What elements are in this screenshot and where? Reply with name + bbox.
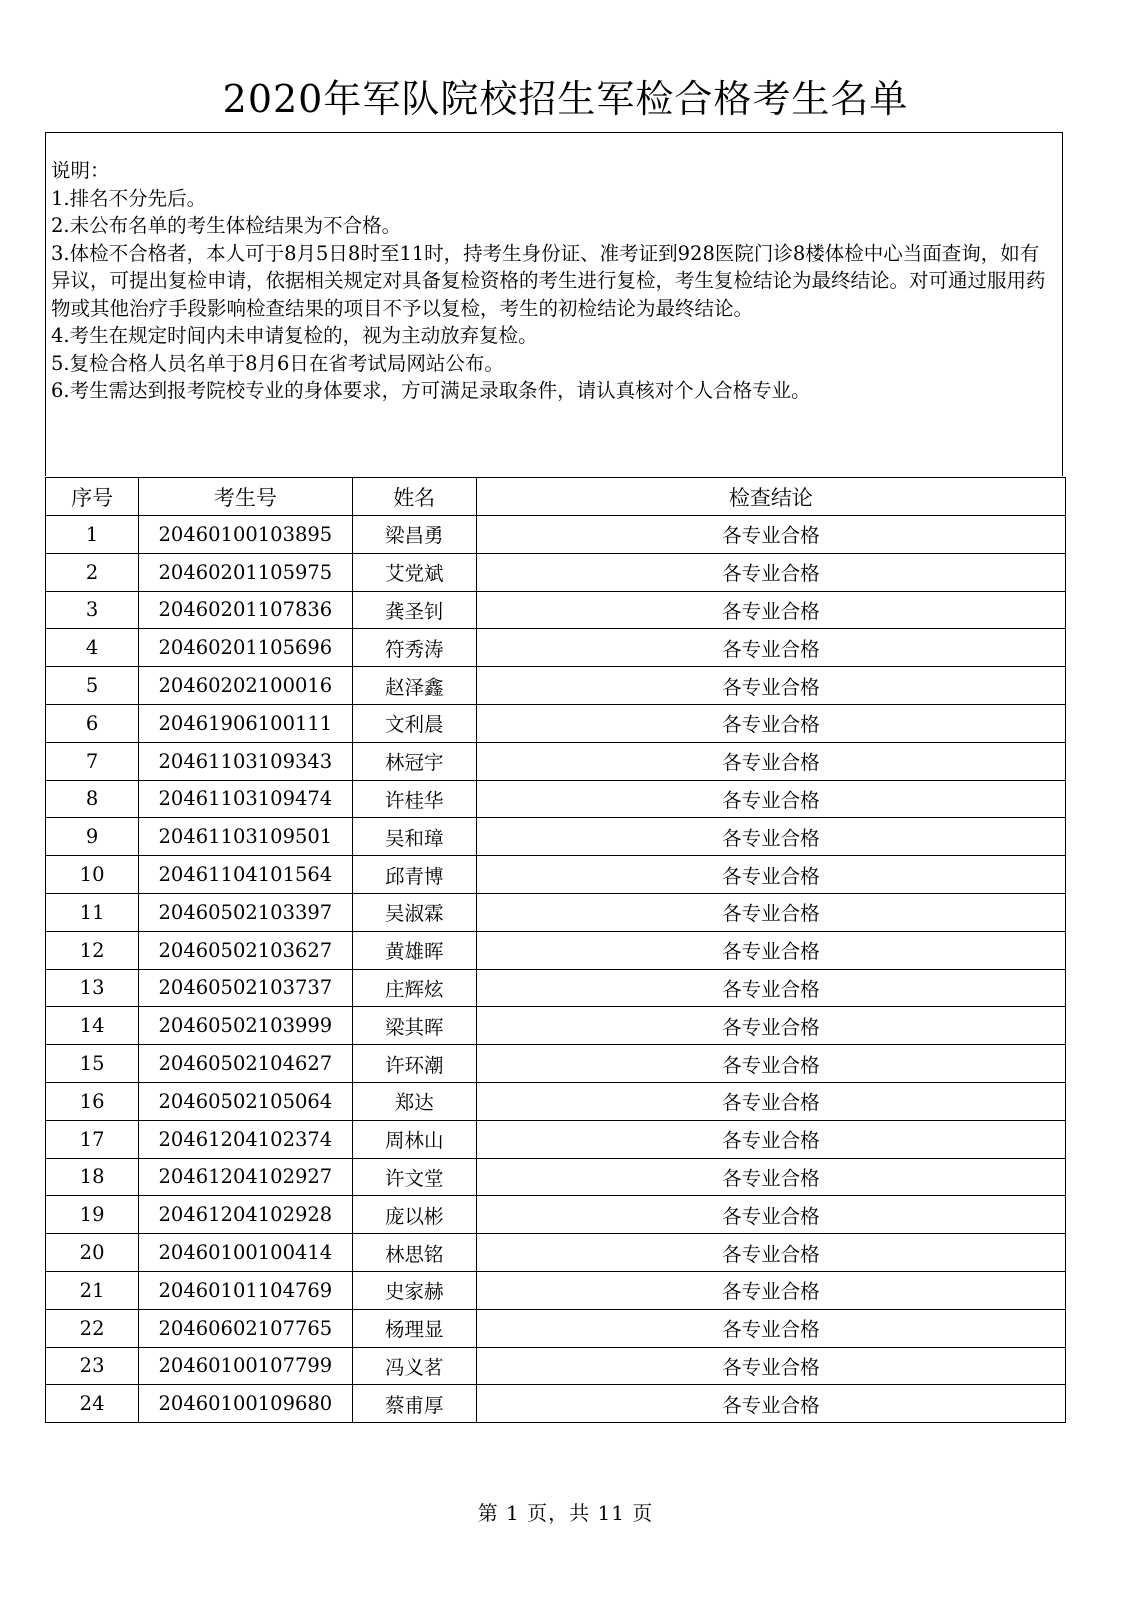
check-conclusion: 各专业合格 [476,1196,1065,1234]
exam-number: 20461906100111 [139,704,352,742]
exam-number: 20461104101564 [139,856,352,894]
exam-number: 20461103109474 [139,780,352,818]
exam-number: 20460100107799 [139,1347,352,1385]
row-index: 9 [46,818,139,856]
candidate-name: 周林山 [352,1120,476,1158]
row-index: 19 [46,1196,139,1234]
table-row [46,1347,1066,1385]
candidate-name: 符秀涛 [352,629,476,667]
row-index: 7 [46,742,139,780]
check-conclusion: 各专业合格 [476,1385,1065,1423]
candidate-name: 庞以彬 [352,1196,476,1234]
row-index: 2 [46,553,139,591]
table-row [46,969,1066,1007]
exam-number: 20460201105696 [139,629,352,667]
row-index: 21 [46,1271,139,1309]
note-item: 6.考生需达到报考院校专业的身体要求，方可满足录取条件，请认真核对个人合格专业。 [51,379,811,402]
header-name: 姓名 [352,478,476,516]
table-row [46,1385,1066,1423]
candidate-name: 林冠宇 [352,742,476,780]
row-index: 14 [46,1007,139,1045]
candidate-name: 文利晨 [352,704,476,742]
table-row [46,1120,1066,1158]
table-header-row [46,478,1066,516]
candidate-name: 吴和璋 [352,818,476,856]
header-index: 序号 [46,478,139,516]
candidate-name: 庄辉炫 [352,969,476,1007]
exam-number: 20460502103627 [139,931,352,969]
candidate-name: 冯义茗 [352,1347,476,1385]
candidate-name: 许桂华 [352,780,476,818]
table-row [46,856,1066,894]
candidate-name: 吴淑霖 [352,893,476,931]
check-conclusion: 各专业合格 [476,931,1065,969]
check-conclusion: 各专业合格 [476,1082,1065,1120]
exam-number: 20461103109343 [139,742,352,780]
table-row [46,1158,1066,1196]
check-conclusion: 各专业合格 [476,893,1065,931]
row-index: 15 [46,1045,139,1083]
note-item: 1.排名不分先后。 [51,186,207,210]
table-row [46,629,1066,667]
table-row [46,893,1066,931]
table-row [46,931,1066,969]
candidate-name: 杨理显 [352,1309,476,1347]
check-conclusion: 各专业合格 [476,667,1065,705]
page-title: 2020年军队院校招生军检合格考生名单 [222,77,909,121]
row-index: 1 [46,516,139,554]
check-conclusion: 各专业合格 [476,742,1065,780]
exam-number: 20460502105064 [139,1082,352,1120]
row-index: 10 [46,856,139,894]
table-row [46,553,1066,591]
header-exam-number: 考生号 [139,478,352,516]
exam-number: 20460201107836 [139,591,352,629]
exam-number: 20460201105975 [139,553,352,591]
row-index: 16 [46,1082,139,1120]
table-row [46,591,1066,629]
row-index: 18 [46,1158,139,1196]
candidate-name: 龚圣钊 [352,591,476,629]
row-index: 8 [46,780,139,818]
check-conclusion: 各专业合格 [476,553,1065,591]
table-row [46,818,1066,856]
check-conclusion: 各专业合格 [476,818,1065,856]
candidate-name: 赵泽鑫 [352,667,476,705]
exam-number: 20460502104627 [139,1045,352,1083]
row-index: 3 [46,591,139,629]
check-conclusion: 各专业合格 [476,1158,1065,1196]
table-row [46,704,1066,742]
candidate-name: 郑达 [352,1082,476,1120]
candidate-name: 邱青博 [352,856,476,894]
candidate-name: 史家赫 [352,1271,476,1309]
row-index: 20 [46,1234,139,1272]
check-conclusion: 各专业合格 [476,780,1065,818]
exam-number: 20460502103737 [139,969,352,1007]
table-row [46,1082,1066,1120]
exam-number: 20460101104769 [139,1271,352,1309]
exam-number: 20460602107765 [139,1309,352,1347]
candidate-name: 艾党斌 [352,553,476,591]
table-row [46,516,1066,554]
exam-number: 20460202100016 [139,667,352,705]
row-index: 23 [46,1347,139,1385]
exam-number: 20460100109680 [139,1385,352,1423]
check-conclusion: 各专业合格 [476,1234,1065,1272]
result-table [45,477,1066,1423]
exam-number: 20460100103895 [139,516,352,554]
candidate-name: 蔡甫厚 [352,1385,476,1423]
table-row [46,1309,1066,1347]
row-index: 11 [46,893,139,931]
note-item: 5.复检合格人员名单于8月6日在省考试局网站公布。 [51,351,504,375]
note-item: 2.未公布名单的考生体检结果为不合格。 [51,214,402,237]
candidate-name: 梁其晖 [352,1007,476,1045]
table-row [46,1234,1066,1272]
candidate-name: 许环潮 [352,1045,476,1083]
row-index: 6 [46,704,139,742]
row-index: 12 [46,931,139,969]
row-index: 5 [46,667,139,705]
exam-number: 20460502103397 [139,893,352,931]
check-conclusion: 各专业合格 [476,1271,1065,1309]
check-conclusion: 各专业合格 [476,856,1065,894]
exam-number: 20460100100414 [139,1234,352,1272]
row-index: 22 [46,1309,139,1347]
table-row [46,780,1066,818]
check-conclusion: 各专业合格 [476,1120,1065,1158]
notes-box [45,132,1063,476]
check-conclusion: 各专业合格 [476,629,1065,667]
row-index: 4 [46,629,139,667]
notes-heading: 说明： [51,159,110,182]
check-conclusion: 各专业合格 [476,969,1065,1007]
exam-number: 20460502103999 [139,1007,352,1045]
candidate-name: 梁昌勇 [352,516,476,554]
table-row [46,1196,1066,1234]
candidate-name: 林思铭 [352,1234,476,1272]
exam-number: 20461103109501 [139,818,352,856]
check-conclusion: 各专业合格 [476,1007,1065,1045]
check-conclusion: 各专业合格 [476,516,1065,554]
exam-number: 20461204102927 [139,1158,352,1196]
table-row [46,667,1066,705]
check-conclusion: 各专业合格 [476,1347,1065,1385]
table-row [46,1271,1066,1309]
table-row [46,1045,1066,1083]
check-conclusion: 各专业合格 [476,704,1065,742]
table-row [46,742,1066,780]
row-index: 17 [46,1120,139,1158]
check-conclusion: 各专业合格 [476,591,1065,629]
candidate-name: 许文堂 [352,1158,476,1196]
note-item: 4.考生在规定时间内未申请复检的，视为主动放弃复检。 [51,324,538,347]
row-index: 24 [46,1385,139,1423]
note-item: 3.体检不合格者，本人可于8月5日8时至11时，持考生身份证、准考证到928医院门诊8楼体检中心当面查询，如有异议，可提出复检申请，依据相关规定对具备复检资格的考生进行复检，考生复检结论为最终结论。对可通过服用药物或其他治疗手段影响检查结果的项目不予以复检，考生的初检结论为最终结论。 [51,241,1046,320]
exam-number: 20461204102374 [139,1120,352,1158]
candidate-name: 黄雄晖 [352,931,476,969]
row-index: 13 [46,969,139,1007]
check-conclusion: 各专业合格 [476,1309,1065,1347]
page-footer: 第 1 页，共 11 页 [477,1501,654,1525]
exam-number: 20461204102928 [139,1196,352,1234]
header-conclusion: 检查结论 [476,478,1065,516]
table-row [46,1007,1066,1045]
check-conclusion: 各专业合格 [476,1045,1065,1083]
